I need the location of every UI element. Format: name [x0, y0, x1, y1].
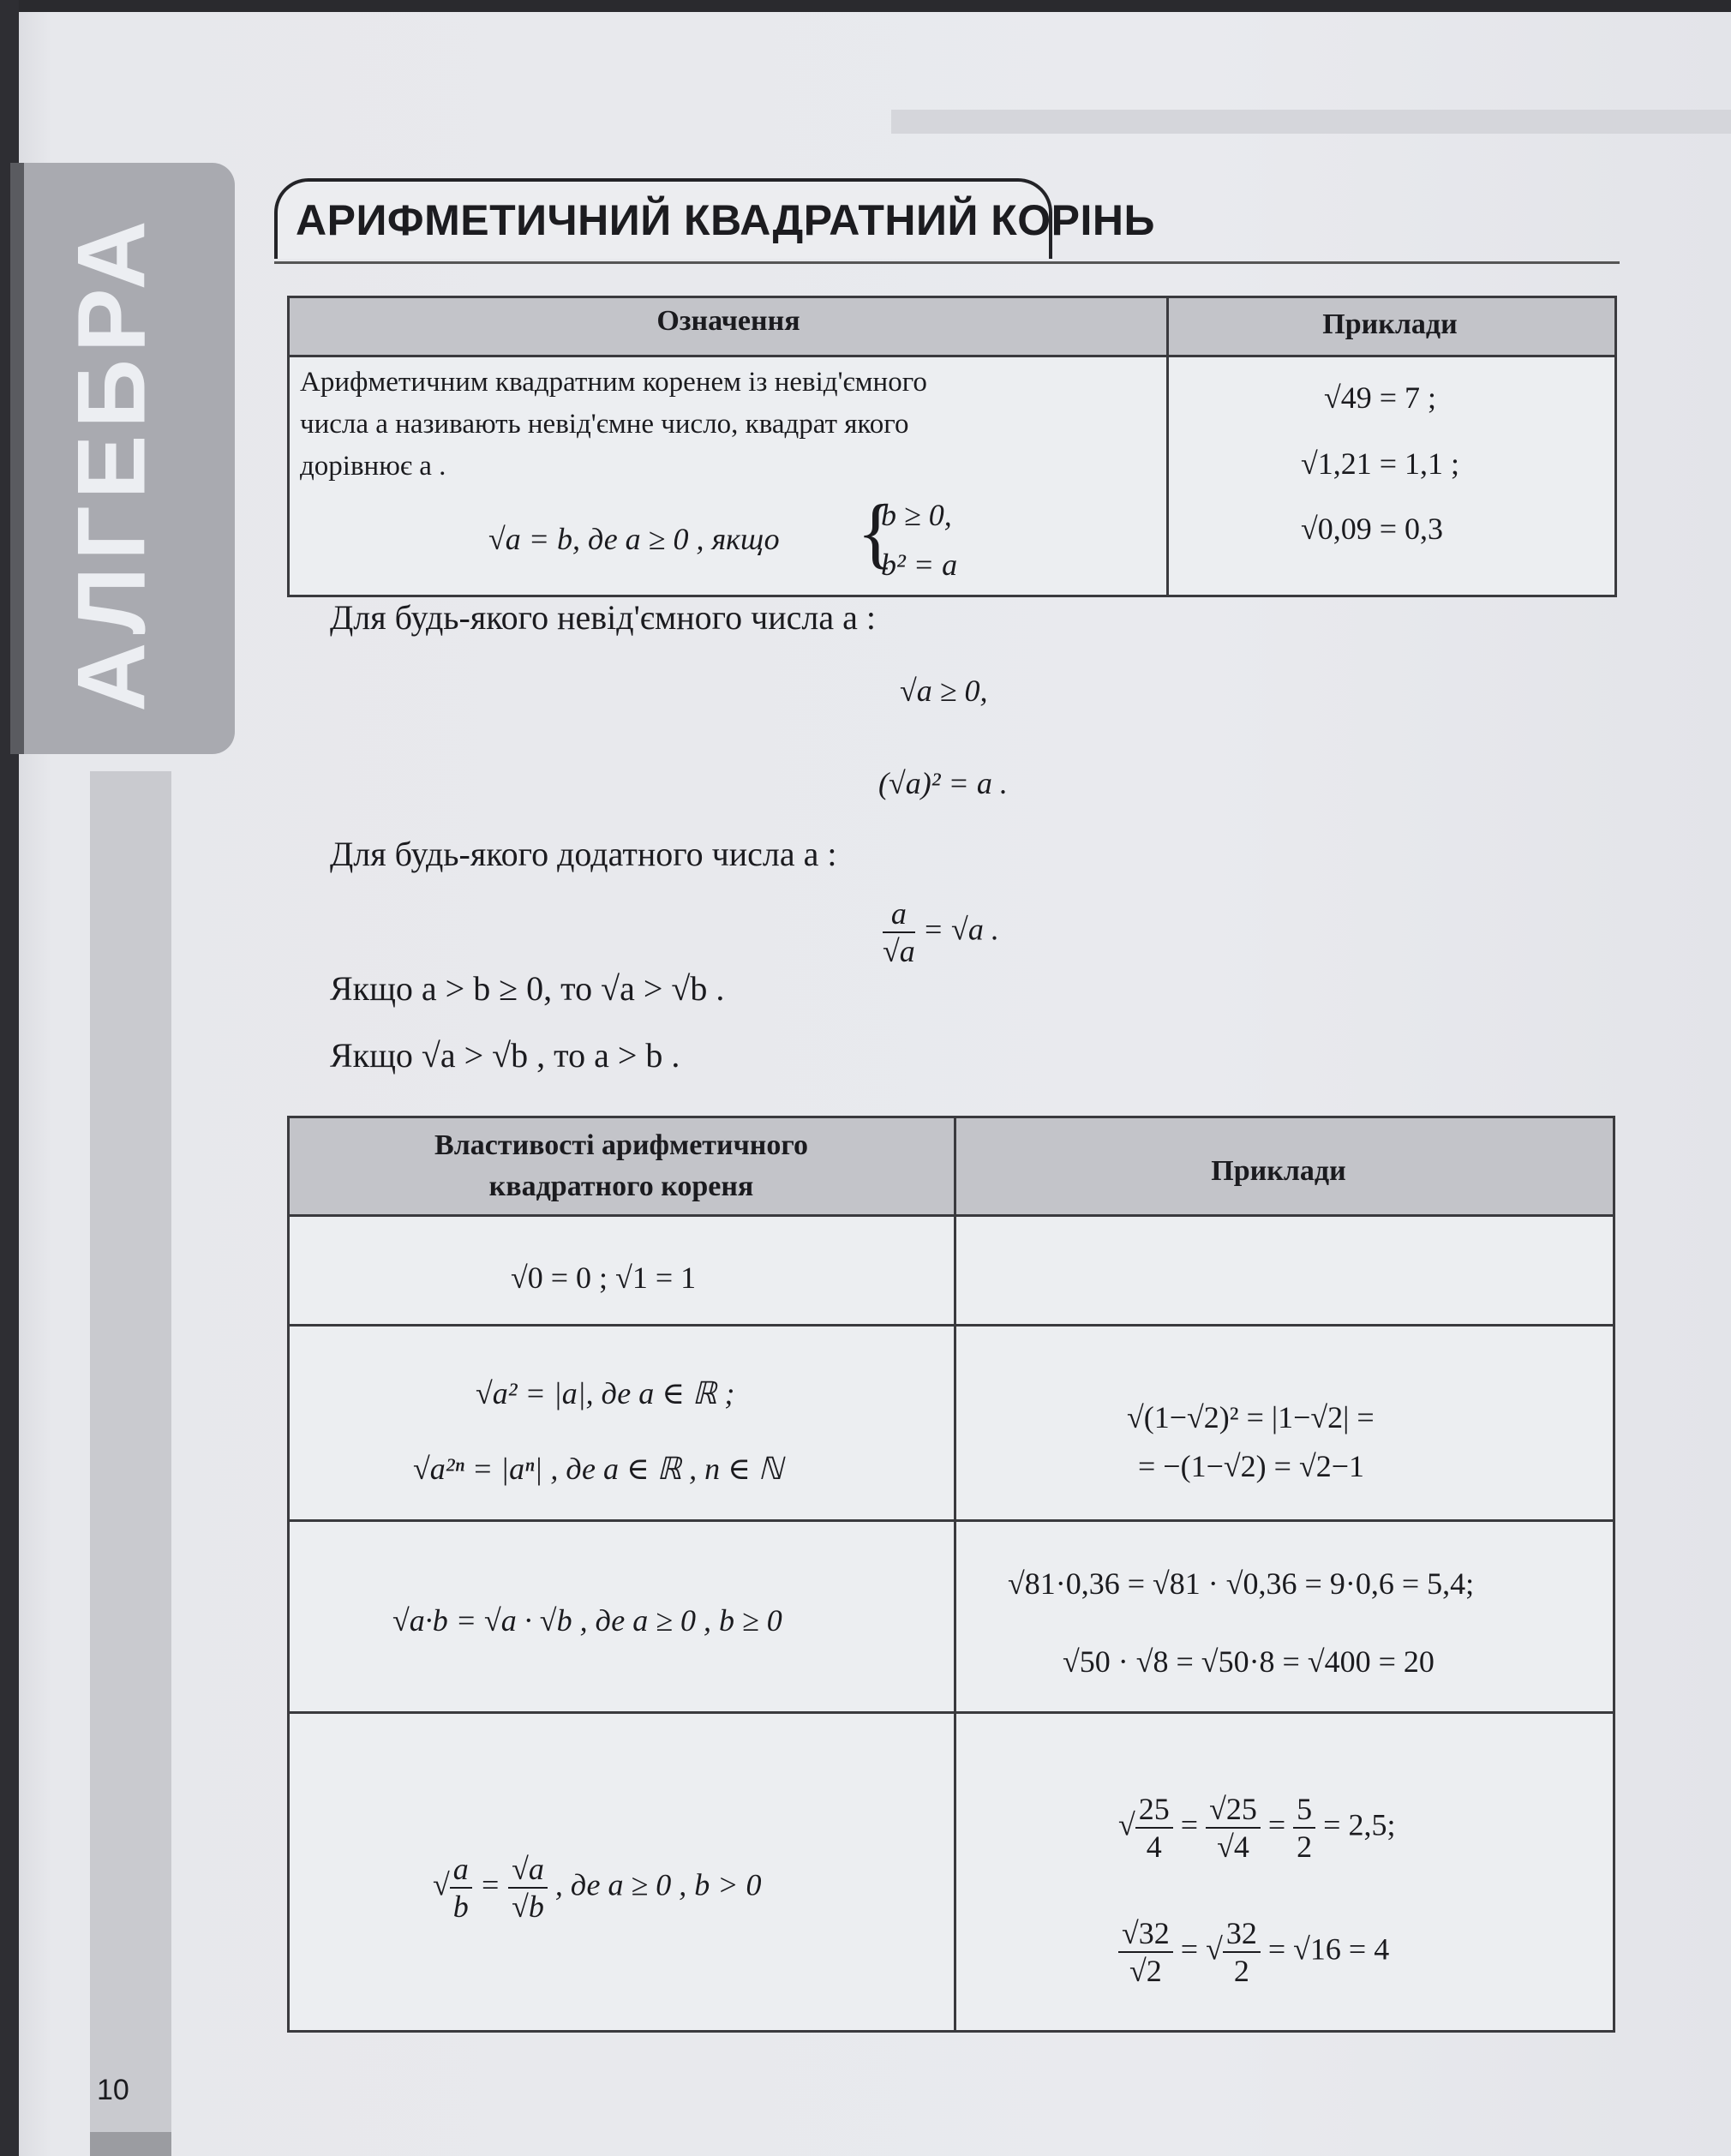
statement-positive: Для будь-якого додатного числа a : [330, 835, 837, 873]
example-quotient-1: √ $\frac{25}{4}$ = $\frac{√25}{√4}$ = $\frac{5}{2}$ = 2,5; [1118, 1792, 1396, 1864]
q1-num: 25 [1135, 1791, 1173, 1829]
quotient-root-num: √a [508, 1851, 548, 1889]
properties-row-rule-2 [290, 1324, 1613, 1327]
definition-header: Означення [656, 305, 800, 337]
system-line-1: b ≥ 0, [881, 498, 952, 532]
example-1: √49 = 7 ; [1324, 380, 1437, 415]
title-rule [274, 261, 1620, 264]
quotient-inner-den: b [452, 1889, 469, 1924]
page-number: 10 [97, 2074, 129, 2106]
statement-nonnegative: Для будь-якого невід'ємного числа a : [330, 598, 876, 637]
property-zero-one: √0 = 0 ; √1 = 1 [511, 1261, 697, 1295]
q2-root-den: √2 [1129, 1954, 1162, 1988]
properties-table-divider [954, 1118, 956, 2030]
q1-root-num: √25 [1206, 1791, 1261, 1829]
fraction-numerator: a [883, 895, 915, 933]
formula-fraction [883, 895, 999, 969]
example-product-2: √50 · √8 = √50·8 = √400 = 20 [1063, 1644, 1435, 1679]
section-label: АЛГЕБРА [57, 213, 165, 712]
properties-header-line-2: квадратного кореня [488, 1171, 754, 1202]
system-line-2: b² = a [881, 548, 958, 582]
q1-simple-den: 2 [1297, 1830, 1313, 1864]
definition-table-divider [1166, 298, 1169, 595]
margin-stripe-end [90, 2132, 171, 2156]
radical-sign: √ [433, 1867, 450, 1902]
definition-line-3: дорівнює a . [300, 451, 446, 482]
q2-result: = √16 = 4 [1267, 1931, 1390, 1967]
property-abs-power: √a²ⁿ = |aⁿ| , де a ∈ ℝ , n ∈ ℕ [413, 1452, 783, 1486]
statement-if-greater: Якщо a > b ≥ 0, то √a > √b . [330, 969, 725, 1008]
radical-sign: √ [1206, 1931, 1223, 1967]
bleed-through-band [891, 110, 1731, 134]
q2-root-num: √32 [1118, 1915, 1173, 1953]
example-3: √0,09 = 0,3 [1301, 512, 1444, 546]
properties-header-line-1: Властивості арифметичного [434, 1129, 808, 1161]
quotient-root-den: √b [512, 1889, 544, 1924]
radical-sign: √ [1118, 1807, 1135, 1842]
q1-den: 4 [1146, 1830, 1162, 1864]
property-quotient: √ $\frac{a}{b}$ = $\frac{√a}{√b}$ , де a ≥ 0 , b > 0 [433, 1852, 762, 1924]
margin-stripe [90, 771, 171, 2156]
page-title: АРИФМЕТИЧНИЙ КВАДРАТНИЙ КОРІНЬ [296, 196, 1155, 244]
side-tab-edge [10, 163, 24, 754]
page-top-edge [0, 0, 1731, 12]
fraction-denominator: √a [883, 934, 915, 968]
properties-row-rule-4 [290, 1711, 1613, 1714]
quotient-inner-num: a [450, 1851, 472, 1889]
examples-header: Приклади [1322, 308, 1458, 340]
fraction-result: = √a . [922, 912, 999, 947]
example-product-1: √81·0,36 = √81 · √0,36 = 9·0,6 = 5,4; [1008, 1566, 1475, 1601]
properties-examples-header: Приклади [1211, 1155, 1346, 1187]
statement-if-root-greater: Якщо √a > √b , то a > b . [330, 1036, 680, 1075]
q2-den: 2 [1233, 1954, 1249, 1988]
property-abs: √a² = |a|, де a ∈ ℝ ; [476, 1376, 735, 1410]
q2-num: 32 [1223, 1915, 1261, 1953]
example-abs-line-1: √(1−√2)² = |1−√2| = [1127, 1400, 1375, 1434]
definition-table-header-rule [290, 355, 1614, 357]
example-2: √1,21 = 1,1 ; [1301, 446, 1460, 481]
properties-row-rule-1 [290, 1214, 1613, 1217]
definition-line-1: Арифметичним квадратним коренем із невід'ємного [300, 367, 927, 398]
definition-line-2: числа a називають невід'ємне число, квадрат якого [300, 409, 909, 440]
formula-sqrt-nonneg: √a ≥ 0, [900, 674, 988, 708]
formula-square-of-root: (√a)² = a . [878, 766, 1008, 800]
q1-root-den: √4 [1217, 1830, 1249, 1864]
example-abs-line-2: = −(1−√2) = √2−1 [1138, 1449, 1365, 1483]
q1-result: = 2,5; [1323, 1807, 1396, 1842]
definition-formula: √a = b, де a ≥ 0 , якщо [488, 522, 780, 556]
properties-row-rule-3 [290, 1519, 1613, 1522]
property-product: √a·b = √a · √b , де a ≥ 0 , b ≥ 0 [392, 1603, 782, 1638]
system-brace: { [857, 488, 895, 576]
example-quotient-2: $\frac{√32}{√2}$ = √ $\frac{32}{2}$ = √16 = 4 [1118, 1915, 1389, 1989]
quotient-condition: , де a ≥ 0 , b > 0 [554, 1867, 762, 1902]
q1-simple-num: 5 [1293, 1791, 1315, 1829]
